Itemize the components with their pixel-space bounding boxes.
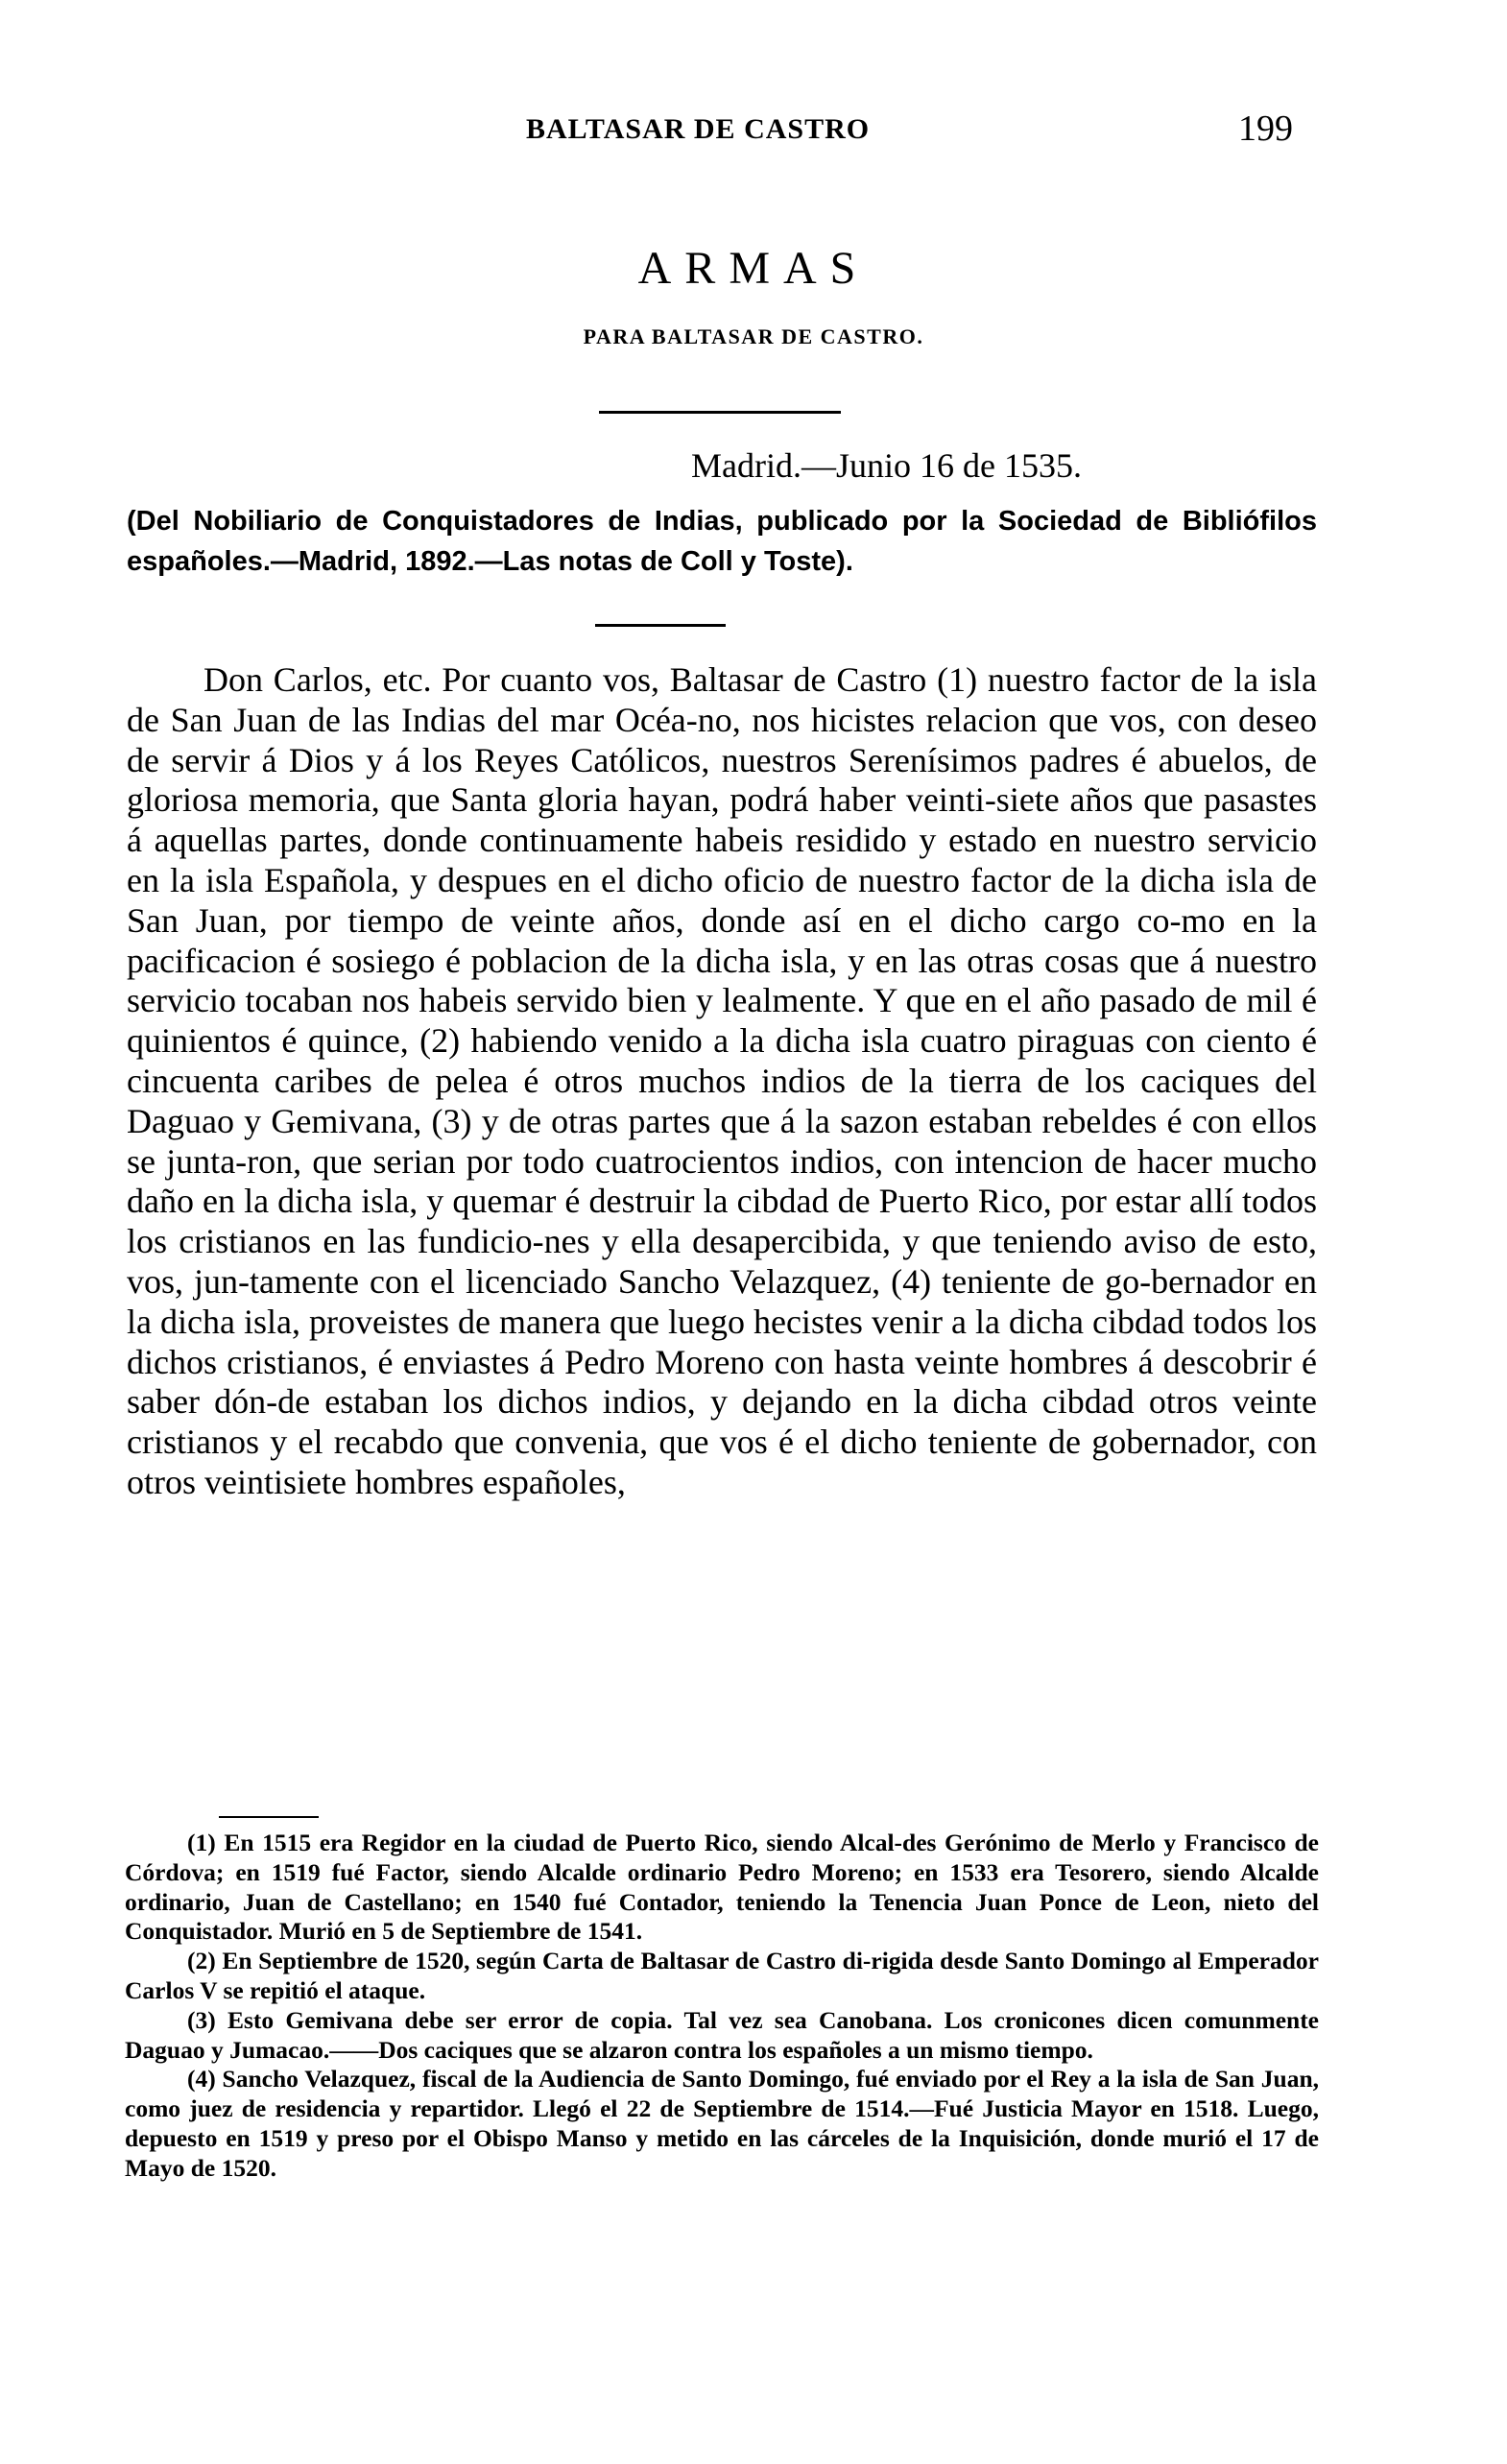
section-subtitle: PARA BALTASAR DE CASTRO.: [583, 324, 924, 348]
footnote-number: (4): [187, 2065, 216, 2093]
footnote-number: (2): [187, 1947, 216, 1975]
footnote: [125, 1829, 1319, 1947]
page-number: 199: [1238, 108, 1293, 149]
footnote-number: (1): [187, 1829, 216, 1856]
footnote-number: (3): [187, 2005, 216, 2034]
footnote-text: Esto Gemivana debe ser error de copia. Tal vez sea Canobana. Los cronicones dicen comunmente Daguao y Jumacao.——Dos caciques que se alzaron contra los españoles a un mismo tiempo.: [125, 2005, 1319, 2064]
footnote: [125, 1947, 1319, 2006]
footnote: [125, 2065, 1319, 2183]
divider-rule: [599, 411, 841, 414]
body-text: [127, 660, 1317, 1503]
footnote-text: En 1515 era Regidor en la ciudad de Puerto Rico, siendo Alcal-des Gerónimo de Merlo y Francisco de Córdova; en 1519 fué Factor, siendo Alcalde ordinario Pedro Moreno; en 1533 era Tesorero, siendo Alcalde ordinario, Juan de Castellano; en 1540 fué Contador, teniendo la Tenencia Juan Ponce de Leon, nieto del Conquistador. Murió en 5 de Septiembre de 1541.: [125, 1829, 1319, 1946]
divider-rule: [595, 624, 726, 627]
footnotes: [125, 1829, 1319, 2184]
body-paragraph: Don Carlos, etc. Por cuanto vos, Baltasar de Castro (1) nuestro factor de la isla de San Juan de las Indias del mar Océa-no, nos hicistes relacion que vos, con deseo de servir á Dios y á los Reyes Católicos, nuestros Serenísimos padres é abuelos, de gloriosa memoria, que Santa gloria hayan, podrá haber veinti-siete años que pasastes á aquellas partes, donde continuamente habeis residido y estado en nuestro servicio en la isla Española, y despues en el dicho oficio de nuestro factor de la dicha isla de San Juan, por tiempo de veinte años, donde así en el dicho cargo co-mo en la pacificacion é sosiego é poblacion de la dicha isla, y en las otras cosas que á nuestro servicio tocaban nos habeis servido bien y lealmente. Y que en el año pasado de mil é quinientos é quince, (2) habiendo venido a la dicha isla cuatro piraguas con ciento é cincuenta caribes de pelea é otros muchos indios de la tierra de los caciques del Daguao y Gemivana, (3) y de otras partes que á la sazon estaban rebeldes é con ellos se junta-ron, que serian por todo cuatrocientos indios, con intencion de hacer mucho daño en la dicha isla, y quemar é destruir la cibdad de Puerto Rico, por estar allí todos los cristianos en las fundicio-nes y ella desapercibida, y que teniendo aviso de esto, vos, jun-tamente con el licenciado Sancho Velazquez, (4) teniente de go-bernador en la dicha isla, proveistes de manera que luego hecistes venir a la dicha cibdad todos los dichos cristianos, é enviastes á Pedro Moreno con hasta veinte hombres á descobrir é saber dón-de estaban los dichos indios, y dejando en la dicha cibdad otros veinte cristianos y el recabdo que convenia, que vos é el dicho teniente de gobernador, con otros veintisiete hombres españoles,: [127, 660, 1317, 1501]
footnote: [125, 2006, 1319, 2066]
dateline: Madrid.—Junio 16 de 1535.: [691, 446, 1082, 485]
running-head: [0, 108, 1507, 161]
footnote-rule: [219, 1816, 319, 1818]
section-title: ARMAS: [637, 243, 870, 294]
footnote-text: En Septiembre de 1520, según Carta de Baltasar de Castro di-rigida desde Santo Domingo al Emperador Carlos V se repitió el ataque.: [125, 1947, 1319, 2004]
source-note: (Del Nobiliario de Conquistadores de Indias, publicado por la Sociedad de Bibliófilos españoles.—Madrid, 1892.—Las notas de Coll y Toste).: [127, 506, 1317, 577]
running-title: BALTASAR DE CASTRO: [526, 113, 871, 145]
footnote-text: Sancho Velazquez, fiscal de la Audiencia de Santo Domingo, fué enviado por el Rey a la isla de San Juan, como juez de residencia y repartidor. Llegó el 22 de Septiembre de 1514.—Fué Justicia Mayor en 1518. Luego, depuesto en 1519 y preso por el Obispo Manso y metido en las cárceles de la Inquisición, donde murió el 17 de Mayo de 1520.: [125, 2065, 1320, 2182]
